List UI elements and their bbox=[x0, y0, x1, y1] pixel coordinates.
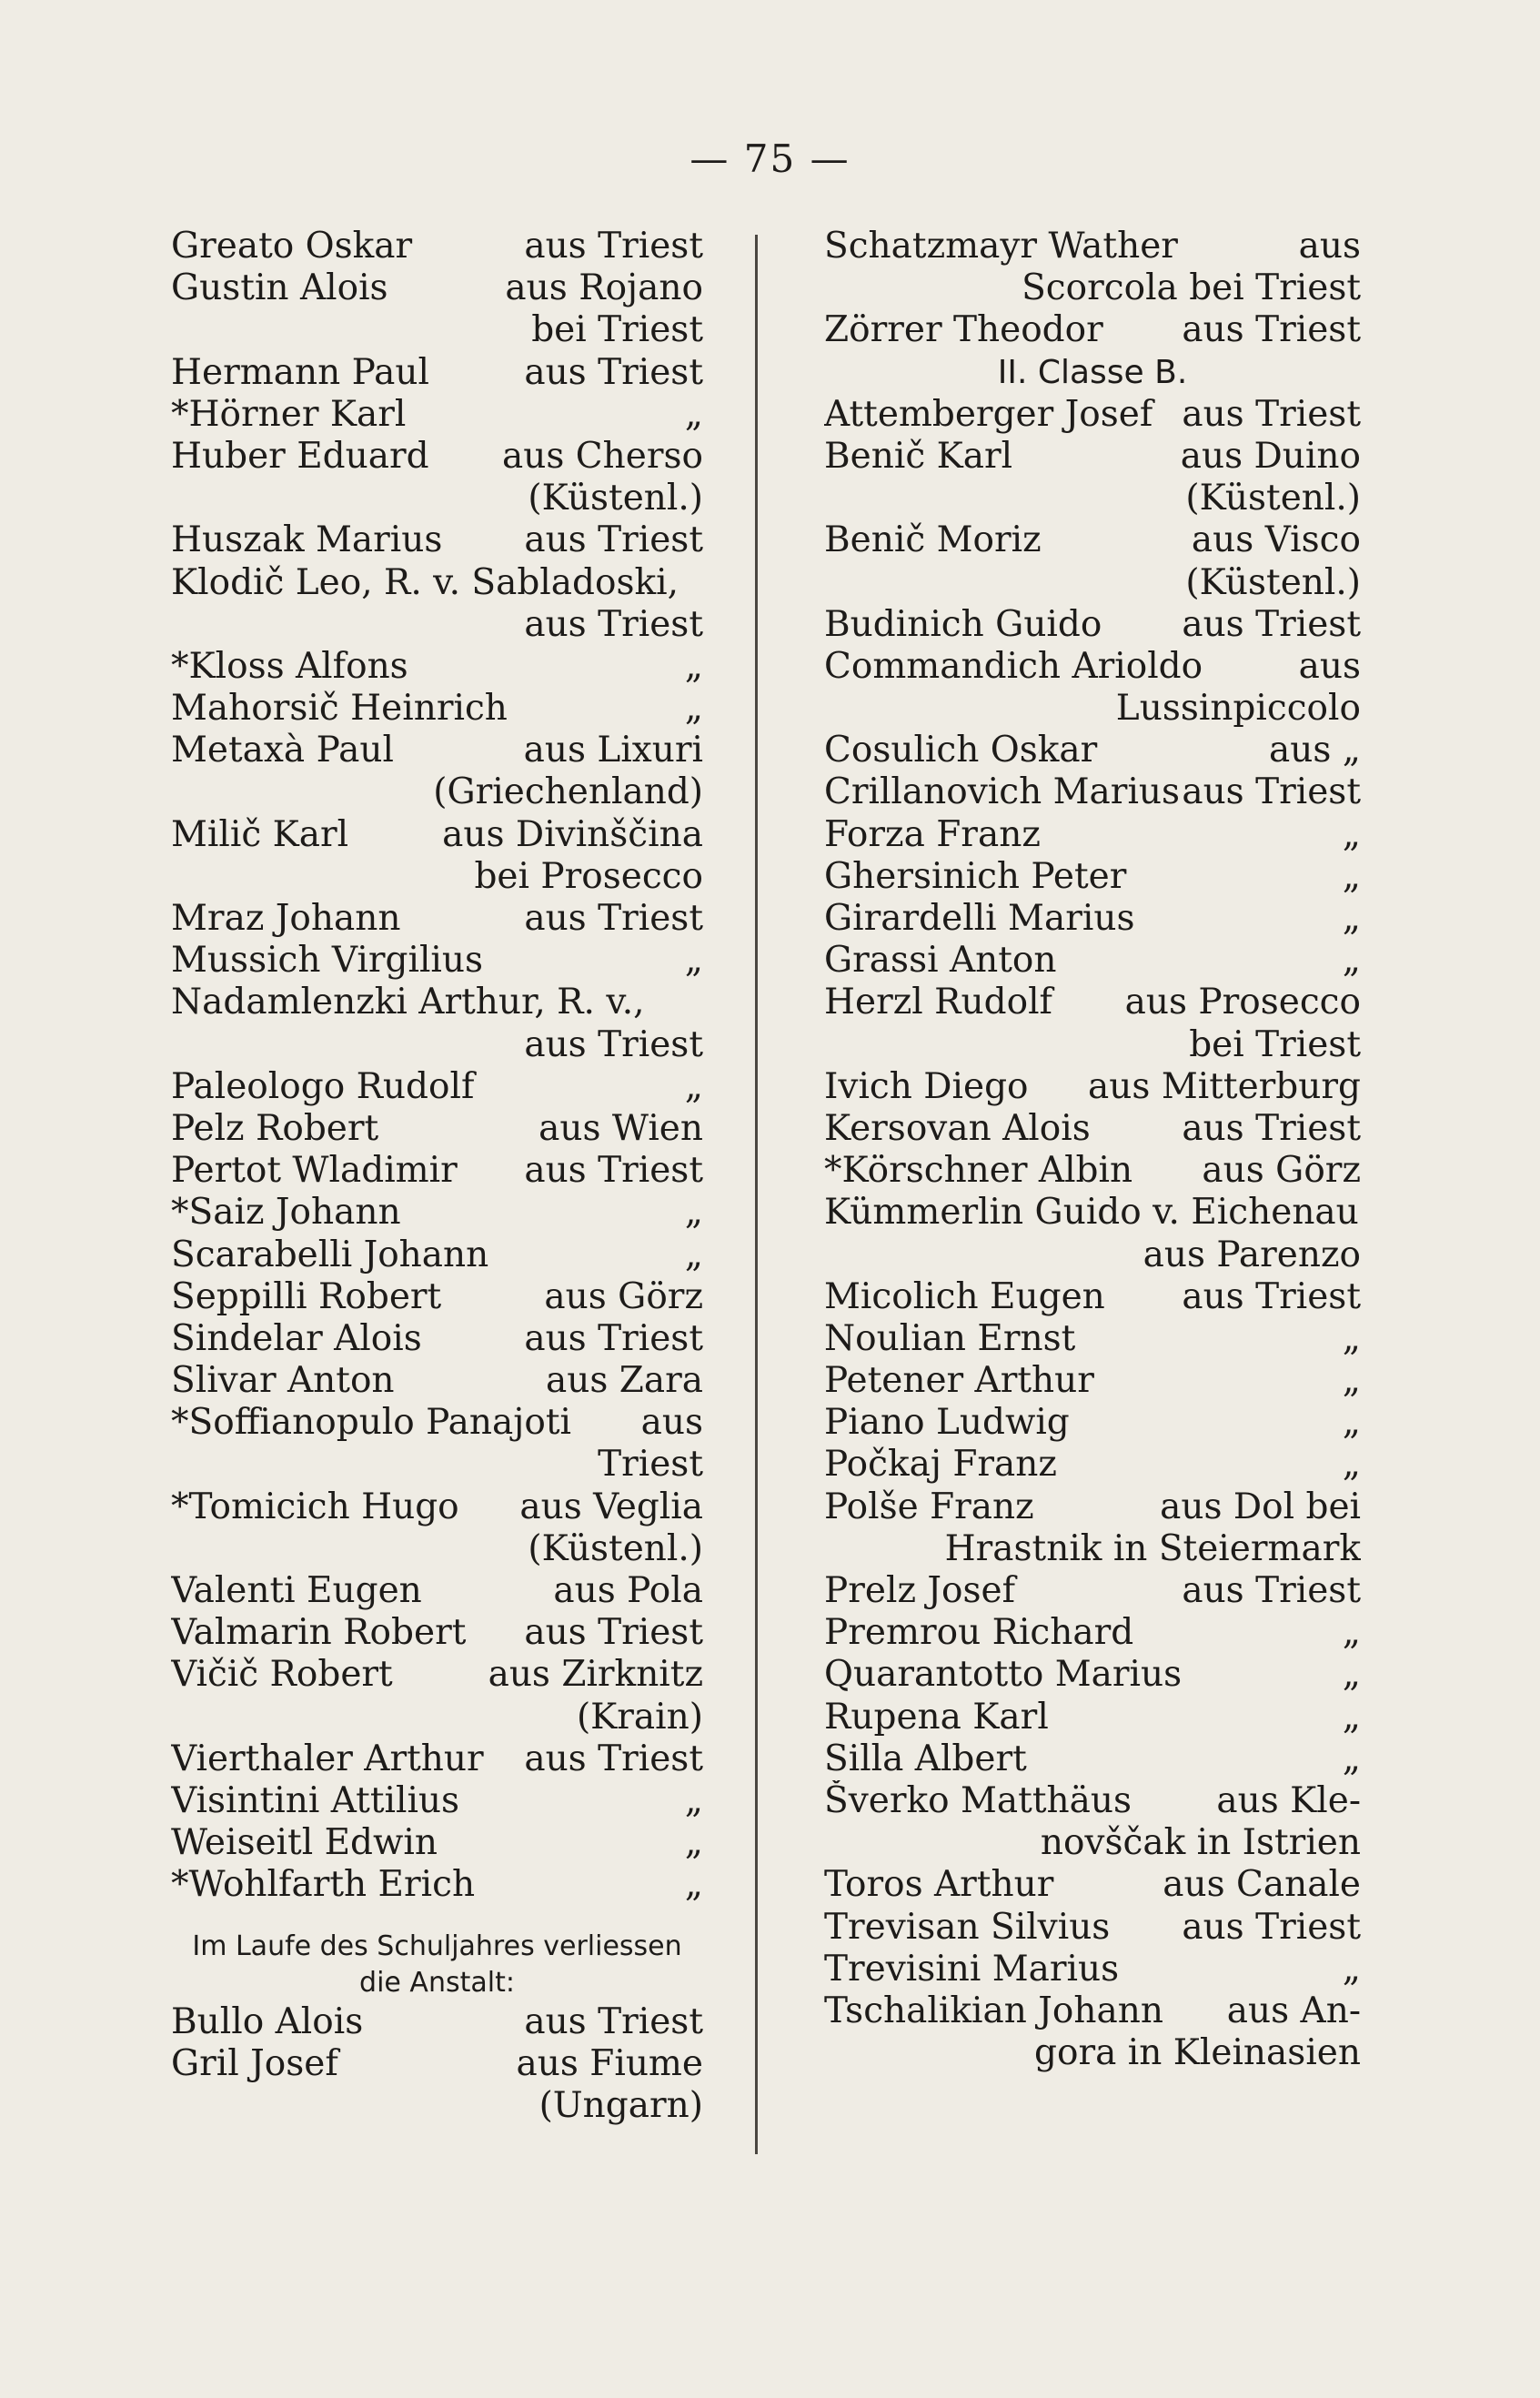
page-number: — 75 — bbox=[689, 136, 851, 181]
student-name: Grassi Anton bbox=[824, 940, 1057, 982]
student-entry bbox=[171, 1234, 703, 1276]
student-origin: aus Triest bbox=[1182, 1275, 1361, 1317]
student-entry bbox=[171, 562, 703, 604]
student-origin: „ bbox=[1342, 1402, 1361, 1444]
student-entry bbox=[171, 1444, 703, 1486]
student-origin: aus Triest bbox=[524, 603, 703, 645]
right-column bbox=[824, 226, 1361, 2074]
student-entry bbox=[171, 2085, 703, 2127]
student-entry bbox=[824, 226, 1361, 267]
student-origin: „ bbox=[684, 393, 703, 435]
student-entry bbox=[824, 1907, 1361, 1949]
student-origin: „ bbox=[684, 940, 703, 982]
student-origin: „ bbox=[1342, 1317, 1361, 1359]
student-entry bbox=[824, 1318, 1361, 1360]
student-entry bbox=[171, 226, 703, 267]
student-name: Sindelar Alois bbox=[171, 1317, 422, 1359]
student-origin: aus Triest bbox=[1182, 1906, 1361, 1948]
student-entry bbox=[824, 1192, 1361, 1234]
spacer bbox=[171, 1907, 703, 1929]
student-entry bbox=[824, 1864, 1361, 1906]
student-name: Polše Franz bbox=[824, 1486, 1034, 1527]
departure-note: Im Laufe des Schuljahres verliessen bbox=[192, 1929, 682, 1962]
student-name: Zörrer Theodor bbox=[824, 309, 1103, 351]
student-entry bbox=[824, 1276, 1361, 1318]
student-origin: „ bbox=[684, 688, 703, 730]
student-origin: bei Triest bbox=[1189, 1023, 1361, 1065]
student-name: Hermann Paul bbox=[171, 351, 429, 393]
student-origin: aus Zara bbox=[545, 1360, 703, 1402]
student-entry bbox=[171, 1822, 703, 1864]
student-origin: „ bbox=[684, 1864, 703, 1906]
student-name: Greato Oskar bbox=[171, 226, 413, 267]
student-name: *Hörner Karl bbox=[171, 393, 407, 435]
student-entry bbox=[171, 771, 703, 813]
student-name: Budinich Guido bbox=[824, 603, 1102, 645]
student-name: Schatzmayr Wather bbox=[824, 226, 1178, 267]
student-name: Toros Arthur bbox=[824, 1864, 1054, 1906]
student-name: Ghersinich Peter bbox=[824, 855, 1127, 897]
student-entry bbox=[824, 1360, 1361, 1402]
student-entry bbox=[171, 352, 703, 394]
student-origin: (Krain) bbox=[576, 1696, 703, 1738]
student-entry bbox=[824, 1570, 1361, 1612]
student-name: Kümmerlin Guido v. Eichenau bbox=[824, 1192, 1359, 1234]
student-name: Benič Moriz bbox=[824, 519, 1042, 561]
student-origin: (Ungarn) bbox=[538, 2084, 703, 2126]
student-origin: aus „ bbox=[1269, 730, 1361, 771]
student-origin: „ bbox=[1342, 813, 1361, 855]
student-origin: aus Triest bbox=[524, 1612, 703, 1654]
student-origin: „ bbox=[684, 1779, 703, 1821]
student-entry bbox=[824, 1150, 1361, 1192]
student-name: *Tomicich Hugo bbox=[171, 1486, 459, 1527]
student-entry bbox=[171, 1570, 703, 1612]
student-entry bbox=[171, 1654, 703, 1696]
student-name: *Kloss Alfons bbox=[171, 645, 408, 687]
student-origin: novščak in Istrien bbox=[1040, 1822, 1361, 1864]
student-name: Forza Franz bbox=[824, 813, 1041, 855]
student-origin: aus Visco bbox=[1191, 519, 1361, 561]
student-origin: (Küstenl.) bbox=[528, 478, 703, 519]
student-origin: (Griechenland) bbox=[433, 771, 703, 813]
student-name: *Soffianopulo Panajoti bbox=[171, 1402, 571, 1444]
student-name: Attemberger Josef bbox=[824, 393, 1153, 435]
student-entry bbox=[171, 1486, 703, 1528]
student-entry bbox=[824, 1822, 1361, 1864]
student-name: Metaxà Paul bbox=[171, 730, 394, 771]
student-entry bbox=[171, 1864, 703, 1906]
student-origin: (Küstenl.) bbox=[1185, 561, 1361, 603]
student-origin: aus Duino bbox=[1180, 435, 1361, 477]
student-origin: „ bbox=[1342, 1948, 1361, 1990]
student-name: Benič Karl bbox=[824, 435, 1013, 477]
student-entry bbox=[824, 688, 1361, 730]
student-entry bbox=[171, 940, 703, 982]
student-origin: „ bbox=[684, 1065, 703, 1107]
student-origin: „ bbox=[684, 1234, 703, 1275]
student-origin: aus Zirknitz bbox=[488, 1654, 703, 1696]
student-name: Visintini Attilius bbox=[171, 1779, 460, 1821]
student-entry bbox=[171, 1738, 703, 1780]
student-origin: „ bbox=[1342, 855, 1361, 897]
student-name: Crillanovich Marius bbox=[824, 771, 1181, 813]
student-entry bbox=[824, 982, 1361, 1023]
student-entry bbox=[171, 1150, 703, 1192]
student-origin: Lussinpiccolo bbox=[1115, 688, 1361, 730]
student-entry bbox=[824, 1402, 1361, 1444]
student-entry bbox=[171, 1108, 703, 1150]
student-name: Prelz Josef bbox=[824, 1570, 1016, 1611]
student-origin: aus Triest bbox=[524, 2000, 703, 2042]
student-origin: aus Triest bbox=[1182, 393, 1361, 435]
student-entry bbox=[824, 309, 1361, 351]
student-origin: aus Triest bbox=[524, 1150, 703, 1192]
student-origin: aus Rojano bbox=[505, 267, 703, 309]
student-entry bbox=[824, 604, 1361, 646]
student-name: *Körschner Albin bbox=[824, 1150, 1133, 1192]
student-name: Petener Arthur bbox=[824, 1360, 1094, 1402]
student-name: Šverko Matthäus bbox=[824, 1779, 1132, 1821]
student-name: Huszak Marius bbox=[171, 519, 443, 561]
student-name: Vičič Robert bbox=[171, 1654, 393, 1696]
student-entry bbox=[171, 436, 703, 478]
student-entry bbox=[824, 267, 1361, 309]
student-origin: aus Triest bbox=[1182, 309, 1361, 351]
student-name: *Saiz Johann bbox=[171, 1192, 401, 1234]
student-origin: aus Triest bbox=[524, 1317, 703, 1359]
student-entry bbox=[824, 898, 1361, 940]
student-entry bbox=[171, 1276, 703, 1318]
student-origin: „ bbox=[1342, 1738, 1361, 1779]
student-entry bbox=[171, 309, 703, 351]
student-origin: bei Triest bbox=[531, 309, 703, 351]
student-origin: aus Triest bbox=[524, 351, 703, 393]
student-entry bbox=[824, 646, 1361, 688]
student-name: Girardelli Marius bbox=[824, 898, 1135, 939]
student-entry bbox=[824, 1486, 1361, 1528]
student-name: Pertot Wladimir bbox=[171, 1150, 458, 1192]
student-entry bbox=[824, 1949, 1361, 1990]
student-name: Tschalikian Johann bbox=[824, 1990, 1163, 2031]
student-origin: (Küstenl.) bbox=[1185, 478, 1361, 519]
student-name: Ivich Diego bbox=[824, 1065, 1029, 1107]
student-entry bbox=[824, 1108, 1361, 1150]
student-origin: „ bbox=[1342, 898, 1361, 939]
student-entry bbox=[171, 394, 703, 436]
student-name: Mraz Johann bbox=[171, 898, 401, 939]
student-origin: „ bbox=[1342, 1444, 1361, 1486]
student-name: Valmarin Robert bbox=[171, 1612, 467, 1654]
student-name: Huber Eduard bbox=[171, 435, 429, 477]
student-name: Piano Ludwig bbox=[824, 1402, 1070, 1444]
student-origin: aus Görz bbox=[1202, 1150, 1361, 1192]
student-entry bbox=[171, 646, 703, 688]
student-name: Noulian Ernst bbox=[824, 1317, 1076, 1359]
student-origin: „ bbox=[1342, 1654, 1361, 1696]
student-origin: gora in Kleinasien bbox=[1034, 2032, 1361, 2074]
student-origin: aus Canale bbox=[1163, 1864, 1361, 1906]
student-entry bbox=[824, 856, 1361, 898]
student-entry bbox=[824, 519, 1361, 561]
left-column bbox=[171, 226, 703, 2127]
student-name: Quarantotto Marius bbox=[824, 1654, 1183, 1696]
student-entry bbox=[824, 940, 1361, 982]
student-name: Kersovan Alois bbox=[824, 1107, 1091, 1149]
student-entry bbox=[171, 898, 703, 940]
student-entry bbox=[824, 436, 1361, 478]
student-entry bbox=[171, 982, 703, 1023]
student-name: Valenti Eugen bbox=[171, 1570, 422, 1611]
student-name: Rupena Karl bbox=[824, 1696, 1049, 1738]
student-entry bbox=[824, 1444, 1361, 1486]
student-origin: aus Triest bbox=[1182, 1570, 1361, 1611]
student-entry bbox=[171, 1066, 703, 1108]
student-entry bbox=[824, 1990, 1361, 2032]
student-name: Premrou Richard bbox=[824, 1612, 1134, 1654]
student-entry bbox=[171, 856, 703, 898]
student-name: Paleologo Rudolf bbox=[171, 1065, 475, 1107]
student-entry bbox=[824, 730, 1361, 771]
student-name: Silla Albert bbox=[824, 1738, 1027, 1779]
student-entry bbox=[824, 1697, 1361, 1738]
student-origin: „ bbox=[684, 645, 703, 687]
student-entry bbox=[171, 1697, 703, 1738]
student-entry bbox=[171, 1360, 703, 1402]
student-origin: aus Dol bei bbox=[1160, 1486, 1361, 1527]
student-entry bbox=[824, 1654, 1361, 1696]
student-origin: aus Divinščina bbox=[442, 813, 703, 855]
student-origin: aus Veglia bbox=[519, 1486, 703, 1527]
student-origin: „ bbox=[684, 1192, 703, 1234]
student-origin: aus Kle- bbox=[1216, 1779, 1361, 1821]
student-entry bbox=[824, 1234, 1361, 1276]
student-entry bbox=[171, 814, 703, 856]
student-entry bbox=[824, 1738, 1361, 1780]
student-origin: Hrastnik in Steiermark bbox=[944, 1527, 1361, 1569]
student-name: Slivar Anton bbox=[171, 1360, 395, 1402]
student-entry bbox=[171, 1528, 703, 1570]
student-entry bbox=[824, 394, 1361, 436]
student-name: Micolich Eugen bbox=[824, 1275, 1105, 1317]
student-name: *Wohlfarth Erich bbox=[171, 1864, 476, 1906]
student-origin: „ bbox=[1342, 1360, 1361, 1402]
student-origin: aus Triest bbox=[1182, 603, 1361, 645]
student-entry bbox=[171, 1318, 703, 1360]
student-entry bbox=[824, 1528, 1361, 1570]
student-origin: aus Triest bbox=[1182, 1107, 1361, 1149]
student-entry bbox=[171, 2001, 703, 2043]
student-origin: „ bbox=[1342, 940, 1361, 982]
student-name: Pelz Robert bbox=[171, 1107, 379, 1149]
student-origin: bei Prosecco bbox=[474, 855, 703, 897]
student-origin: aus Triest bbox=[524, 1023, 703, 1065]
student-origin: aus Parenzo bbox=[1142, 1234, 1361, 1275]
student-entry bbox=[824, 814, 1361, 856]
student-entry bbox=[824, 1024, 1361, 1066]
student-name: Trevisan Silvius bbox=[824, 1906, 1111, 1948]
student-entry bbox=[824, 771, 1361, 813]
student-name: Gril Josef bbox=[171, 2042, 338, 2084]
student-name: Mussich Virgilius bbox=[171, 940, 484, 982]
student-origin: aus Prosecco bbox=[1124, 982, 1361, 1023]
student-entry bbox=[171, 267, 703, 309]
student-origin: Scorcola bei Triest bbox=[1022, 267, 1361, 309]
student-entry bbox=[171, 478, 703, 519]
student-origin: „ bbox=[1342, 1612, 1361, 1654]
student-name: Nadamlenzki Arthur, R. v., bbox=[171, 982, 645, 1023]
student-origin: aus Triest bbox=[524, 1738, 703, 1779]
student-entry bbox=[824, 2032, 1361, 2074]
student-name: Commandich Arioldo bbox=[824, 645, 1203, 687]
student-origin: aus Triest bbox=[524, 898, 703, 939]
student-origin: aus Fiume bbox=[516, 2042, 703, 2084]
student-name: Bullo Alois bbox=[171, 2000, 364, 2042]
student-entry bbox=[171, 1192, 703, 1234]
student-origin: Triest bbox=[598, 1444, 703, 1486]
student-origin: aus Cherso bbox=[502, 435, 703, 477]
student-entry bbox=[824, 562, 1361, 604]
student-origin: aus bbox=[1298, 226, 1361, 267]
student-name: Herzl Rudolf bbox=[824, 982, 1052, 1023]
student-origin: aus Wien bbox=[538, 1107, 703, 1149]
student-entry bbox=[171, 1024, 703, 1066]
student-name: Vierthaler Arthur bbox=[171, 1738, 484, 1779]
student-origin: „ bbox=[1342, 1696, 1361, 1738]
student-entry bbox=[171, 688, 703, 730]
student-entry bbox=[824, 1612, 1361, 1654]
student-entry bbox=[171, 1402, 703, 1444]
student-name: Cosulich Oskar bbox=[824, 730, 1098, 771]
student-name: Trevisini Marius bbox=[824, 1948, 1120, 1990]
student-name: Seppilli Robert bbox=[171, 1275, 442, 1317]
student-origin: (Küstenl.) bbox=[528, 1527, 703, 1569]
student-origin: aus An- bbox=[1226, 1990, 1361, 2031]
student-entry bbox=[824, 1780, 1361, 1822]
student-origin: aus Lixuri bbox=[523, 730, 703, 771]
student-name: Scarabelli Johann bbox=[171, 1234, 489, 1275]
student-name: Milič Karl bbox=[171, 813, 349, 855]
student-name: Gustin Alois bbox=[171, 267, 388, 309]
student-origin: aus bbox=[1298, 645, 1361, 687]
student-entry bbox=[171, 2043, 703, 2085]
student-entry bbox=[824, 1066, 1361, 1108]
student-name: Mahorsič Heinrich bbox=[171, 688, 508, 730]
section-title: II. Classe B. bbox=[997, 353, 1188, 391]
student-origin: aus Mitterburg bbox=[1088, 1065, 1361, 1107]
student-origin: aus Triest bbox=[524, 226, 703, 267]
column-divider bbox=[755, 235, 758, 2154]
student-origin: aus Pola bbox=[553, 1570, 703, 1611]
student-entry bbox=[824, 478, 1361, 519]
student-entry bbox=[171, 1780, 703, 1822]
student-name: Weiseitl Edwin bbox=[171, 1822, 438, 1864]
student-origin: aus Görz bbox=[544, 1275, 703, 1317]
student-entry bbox=[171, 730, 703, 771]
student-entry bbox=[171, 519, 703, 561]
student-name: Klodič Leo, R. v. Sabladoski, bbox=[171, 561, 679, 603]
student-origin: aus bbox=[640, 1402, 703, 1444]
departure-note: die Anstalt: bbox=[359, 1966, 515, 1999]
student-entry bbox=[171, 1612, 703, 1654]
student-origin: „ bbox=[684, 1822, 703, 1864]
student-name: Počkaj Franz bbox=[824, 1444, 1057, 1486]
student-origin: aus Triest bbox=[524, 519, 703, 561]
student-origin: aus Triest bbox=[1182, 771, 1361, 813]
student-entry bbox=[171, 604, 703, 646]
